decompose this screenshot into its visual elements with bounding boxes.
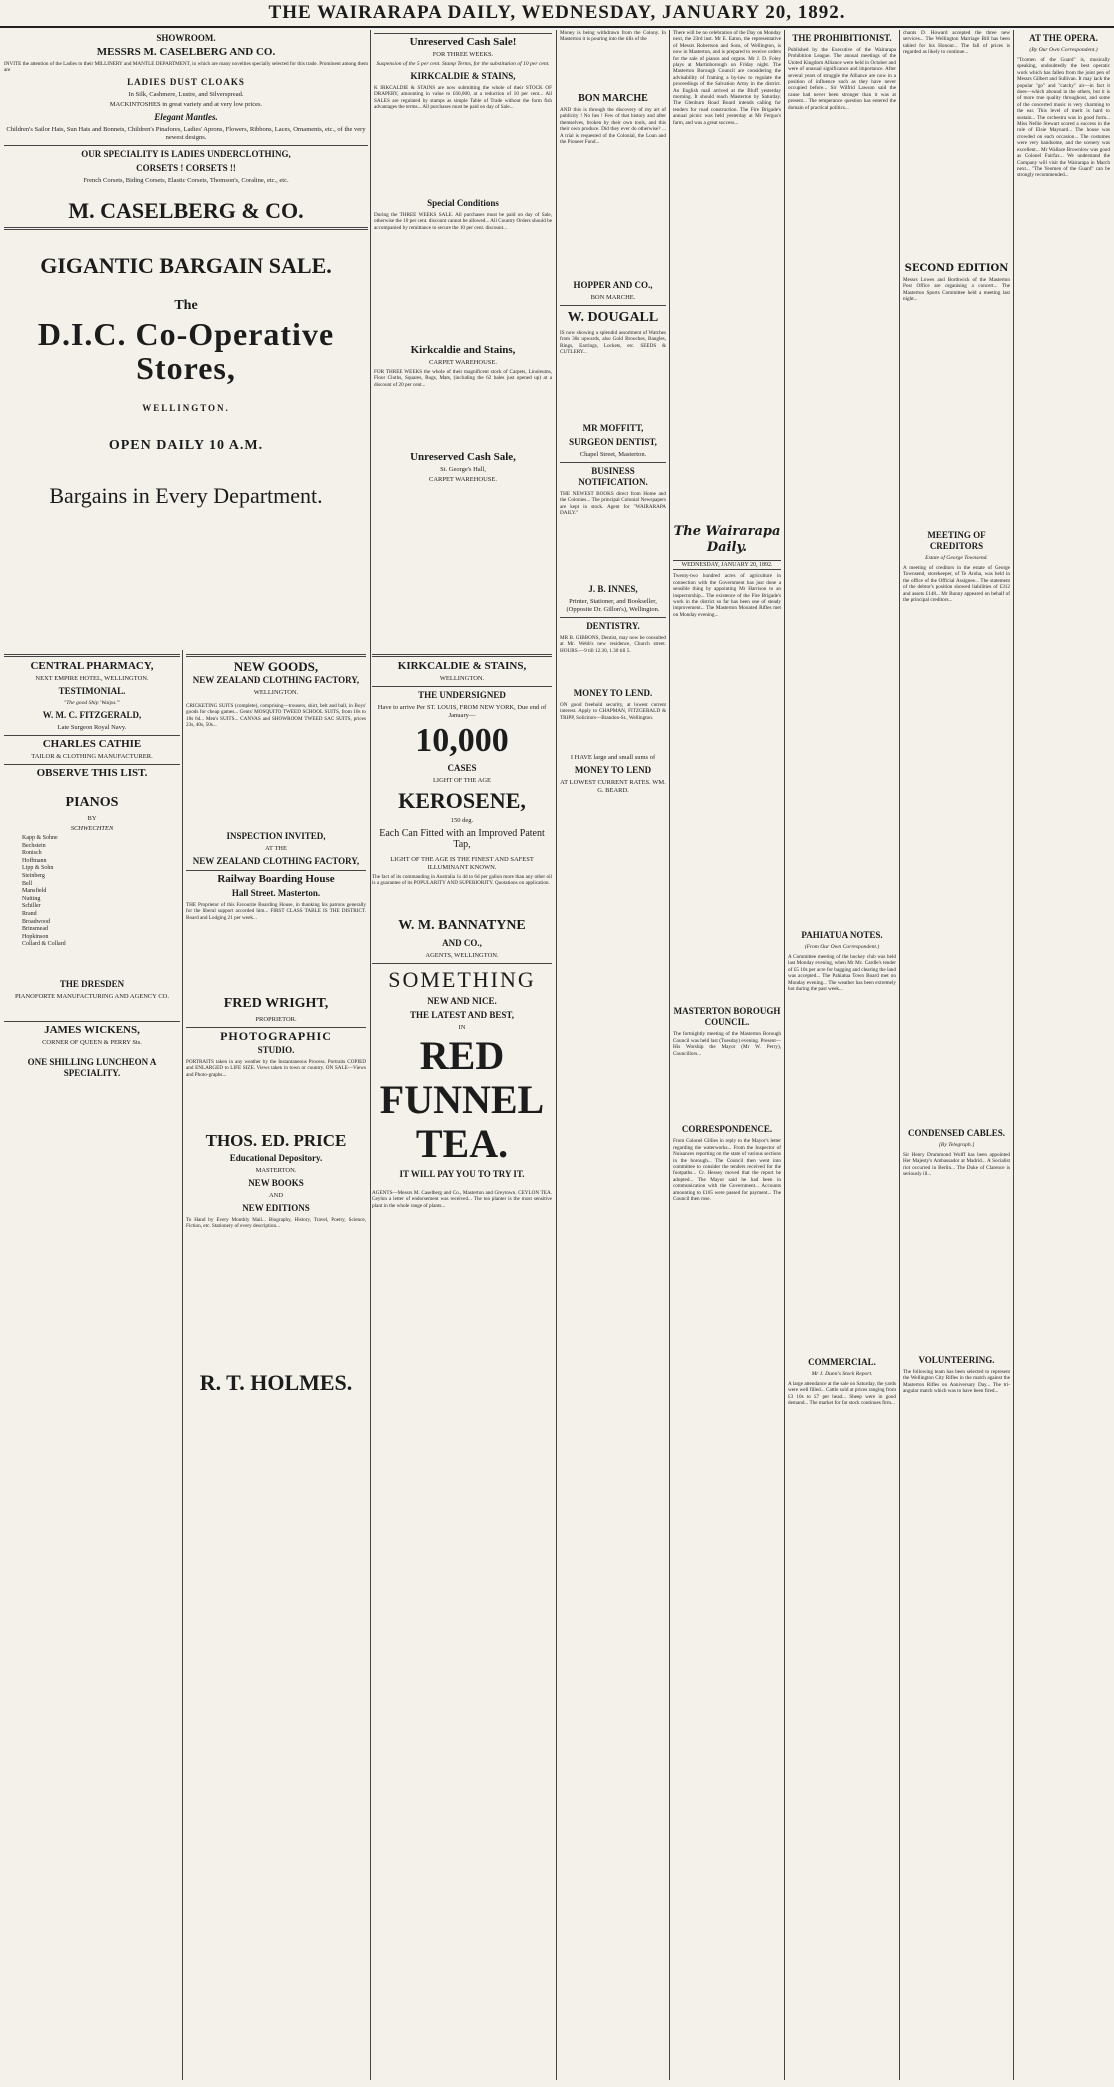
piano-maker: Mansfield <box>22 888 47 895</box>
carpet-warehouse: CARPET WAREHOUSE. <box>428 359 498 366</box>
red-funnel-heading: RED FUNNEL TEA. <box>379 1033 545 1166</box>
piano-maker: Broadwood <box>22 918 50 925</box>
moffitt-heading: MR MOFFITT, <box>582 423 644 433</box>
column-1-lower <box>4 650 180 2080</box>
new-books: NEW BOOKS <box>248 1178 304 1188</box>
elegant-mantles: Elegant Mantles. <box>154 111 218 122</box>
fred-proprietor: PROPRIETOR. <box>255 1016 297 1023</box>
dust-cloaks-sub: In Silk, Cashmere, Lustre, and Silverspread. <box>128 90 244 98</box>
jbinnes-heading: J. B. INNES, <box>588 584 638 594</box>
educational-masterton: MASTERTON. <box>255 1167 297 1174</box>
wickens-heading: JAMES WICKENS, <box>44 1023 140 1036</box>
piano-maker: Rrand <box>22 910 37 917</box>
price-heading: THOS. ED. PRICE <box>205 1131 347 1150</box>
observe-heading: OBSERVE THIS LIST. <box>36 767 148 779</box>
stock-report: Mr J. Dunn's Stock Report. <box>811 1371 873 1377</box>
column-rule <box>556 30 557 2080</box>
piano-maker: Bell <box>22 880 32 887</box>
cash-sale-heading: Unreserved Cash Sale! <box>409 36 517 48</box>
pianos-maker: SCHWECHTEN <box>70 825 114 832</box>
cathie-sub: TAILOR & CLOTHING MANUFACTURER. <box>31 753 153 760</box>
cables-heading: CONDENSED CABLES. <box>907 1128 1006 1138</box>
showroom-heading: SHOWROOM. <box>156 33 216 43</box>
the-label: The <box>174 297 198 313</box>
caselberg-logo-text: M. CASELBERG & CO. <box>68 197 304 223</box>
column-5: THE PROHIBITIONIST. Published by the Executive of the Wairarapa Prohibition League. The annual meetings of the United Kingdom Alliance were held in October and were of unusual significance and importance. After several years of struggle the Alliance are now in a position of influence such as they have never occupied before... Sir Wilfrid Lawson said the cause had never been stronger than it was at present... The temperance question has entered the domain of practical politics... PAHIATUA NOTES. (From Our Own Correspondent.) A Committee meeting of the hockey club was held last Monday evening, when Mr Mc. Cardle's tender of £5 10s per acre for bagging and clearing the land was accepted... The Pahiatua Town Board met on Monday evening... The weather has been extremely hot during the past week... COMMERCIAL. Mr J. Dunn's Stock Report. A large attendance at the sale on Saturday, the yards were well filled... Cattle sold at prices ranging from £3 10s to £7 per head... Sheep were in good demand... The market for fat stock continues firm... <box>788 33 896 1407</box>
paper-dateline: WEDNESDAY, JANUARY 20, 1892. <box>673 560 781 570</box>
dresden-sub: PIANOFORTE MANUFACTURING AND AGENCY CO. <box>15 992 169 1000</box>
piano-maker: Brinsmead <box>22 926 48 933</box>
holmes-heading: R. T. HOLMES. <box>199 1370 353 1395</box>
business-heading: BUSINESS NOTIFICATION. <box>578 466 648 487</box>
kirkcaldie-stains: Kirkcaldie and Stains, <box>410 344 516 356</box>
educational-heading: Educational Depository. <box>229 1153 323 1163</box>
railway-heading: Railway Boarding House <box>217 873 335 885</box>
nz-factory-wellington: WELLINGTON. <box>253 689 299 696</box>
something-heading: SOMETHING <box>388 967 536 992</box>
testimonial-ship: "The good Ship 'Waipa.'" <box>63 700 121 706</box>
piano-maker: Steinberg <box>22 872 45 879</box>
studio-heading: STUDIO. <box>257 1045 295 1055</box>
piano-maker: Bechstein <box>22 842 46 849</box>
photo-heading: PHOTOGRAPHIC <box>220 1029 332 1043</box>
dic-wellington: WELLINGTON. <box>142 402 230 413</box>
cathie-heading: CHARLES CATHIE <box>42 738 142 750</box>
second-edition-heading: SECOND EDITION <box>904 263 1009 274</box>
pharmacy-heading: CENTRAL PHARMACY, <box>30 660 154 672</box>
caselberg-invite-text: INVITE the attention of the Ladies to their MILLINERY and MANTLE DEPARTMENT, in which are many novelties specially selected for this trade. Prominent among them are <box>4 61 368 74</box>
volunteering-heading: VOLUNTEERING. <box>918 1355 995 1365</box>
column-rule <box>669 30 670 2080</box>
column-rule <box>182 650 183 2080</box>
meeting-heading: MEETING OF CREDITORS <box>927 530 986 551</box>
will-pay: IT WILL PAY YOU TO TRY IT. <box>399 1169 525 1179</box>
column-rule <box>784 30 785 2080</box>
piano-maker: Kapp & Sohne <box>22 835 58 841</box>
undersigned-heading: THE UNDERSIGNED <box>418 690 506 700</box>
column-rule <box>1013 30 1014 2080</box>
chapel-street: Chapel Street, Masterton. <box>579 451 647 458</box>
pharmacy-sub: NEXT EMPIRE HOTEL, WELLINGTON. <box>35 675 149 682</box>
piano-maker: Nutting <box>22 895 41 902</box>
cases-word: CASES <box>447 763 477 773</box>
st-georges-hall: St. George's Hall, <box>440 466 486 473</box>
corsets-sub: French Corsets, Biding Corsets, Elastic Corsets, Thomson's, Coraline, etc., etc. <box>83 176 289 184</box>
testimonial-heading: TESTIMONIAL. <box>58 686 126 696</box>
bon-marche-heading: BON MARCHE <box>578 93 648 104</box>
bon-marche-2: BON MARCHE. <box>590 294 636 301</box>
wickens-sub: CORNER OF QUEEN & PERRY Sts. <box>42 1038 142 1046</box>
luncheon-text: ONE SHILLING LUNCHEON A SPECIALITY. <box>27 1056 157 1078</box>
dresden-heading: THE DRESDEN <box>59 978 125 989</box>
dust-cloaks-heading: LADIES DUST CLOAKS <box>127 76 245 87</box>
council-heading: MASTERTON BOROUGH COUNCIL. <box>673 1006 781 1028</box>
new-editions: NEW EDITIONS <box>242 1203 310 1213</box>
column-rule <box>370 30 371 2080</box>
three-weeks: FOR THREE WEEKS. <box>432 51 494 58</box>
column-4: There will be no celebration of the Day on Monday next, the 23rd inst. Mr E. Eaton, the representative of Messrs Robertson and Sons, of Wellington, is now in Masterton, and is prepared to receive orders for the sale of pianos and organs. Mr J. D. Foley plays at Martinborough on Friday night. The Masterton Borough Council are considering the advisability of framing a by-law to regulate the proceedings of the Salvation Army in the district. An English mail arrived at the Bluff yesterday morning. It should reach Masterton by Saturday. The Glenburn Road Board intends calling for tenders for road construction. The Fire Brigade's annual picnic was held yesterday at Mr Fergus's farm, and was a great success... The Wairarapa Daily. WEDNESDAY, JANUARY 20, 1892. Twenty-two hundred acres of agriculture in connection with the Government has just done a sensible thing by appointing Mr Harrison to an inspectorship... The existence of the Fire Brigade's work in the district so far has been one of steady improvement... The Masterton Mounted Rifles met on Monday evening... MASTERTON BOROUGH COUNCIL. The fortnightly meeting of the Masterton Borough Council was held last (Tuesday) evening. Present—His Worship the Mayor (Mr W. Perry), Councillors... CORRESPONDENCE. From Colonel Gillies in reply to the Mayor's letter regarding the waterworks... From the Inspector of Nuisances reporting on the state of various sections in the borough... The Council then went into committee to consider the tenders received for the footpaths... Cr. Hessey moved that the report be adopted... The Mayor said he had been in communication with the Government... Accounts amounting to £165 were passed for payment... The Council then rose. <box>673 30 781 1203</box>
dougall-heading: W. DOUGALL <box>567 310 659 325</box>
fred-wright: FRED WRIGHT, <box>223 996 329 1011</box>
new-and-nice: NEW AND NICE. <box>427 996 497 1006</box>
money-heading: MONEY TO LEND. <box>573 688 653 698</box>
at-the: AT THE <box>265 845 287 852</box>
piano-maker: Ronisch <box>22 850 42 857</box>
column-6: chants D. Howard accepted the three new services... The Wellington Marriage Bill has been tabled for his Honour... The fall of prices is regarded as likely to continue... SECOND EDITION Messrs Lowes and Borthwick of the Masterton Post Office are organising a concert... The Masterton Sports Committee held a meeting last night... MEETING OF CREDITORS Estate of George Townsend. A meeting of creditors in the estate of George Townsend, storekeeper, of Te Aroha, was held in the office of the Official Assignee... The statement of the debtor's position showed liabilities of £312 and assets £148... Mr Bunny appeared on behalf of the principal creditors... CONDENSED CABLES. [By Telegraph.] Sir Henry Drummond Wolff has been appointed Her Majesty's Ambassador at Madrid... A Socialist riot occurred in Berlin... The Duke of Clarence is seriously ill... VOLUNTEERING. The following team has been selected to represent the Wellington City Rifles in the match against the Masterton Rifles on Anniversary Day... The tri-angular match which was to have been fired... <box>903 30 1010 1395</box>
new-goods-heading: NEW GOODS, <box>233 659 319 674</box>
piano-maker: Schiller <box>22 903 41 910</box>
piano-maker: Hopkinson <box>22 933 49 940</box>
suspension-text: Suspension of the 5 per cent. Stamp Terms, for the substitution of 10 per cent. <box>376 61 550 67</box>
testimonial-sign: W. M. C. FITZGERALD, <box>42 710 142 720</box>
books-and: AND <box>268 1192 284 1199</box>
lamp-text: Each Can Fitted with an Improved Patent Tap, <box>379 828 545 850</box>
column-rule <box>899 30 900 2080</box>
cases-number: 10,000 <box>415 722 509 759</box>
children-text: Children's Sailor Hats, Sun Hats and Bonnets, Children's Pinafores, Ladies' Aprons, Flowers, Ribbons, Laces, Ornaments, etc., of the very newest designs. <box>6 125 366 141</box>
macintosh-text: MACKINTOSHES in great variety and at very low prices. <box>109 100 263 108</box>
latest-and-best: THE LATEST AND BEST, <box>409 1010 515 1020</box>
piano-maker-list <box>4 835 180 949</box>
column-2-lower-right: KIRKCALDIE & STAINS, WELLINGTON. THE UNDERSIGNED Have to arrive Per ST. LOUIS, FROM NEW YORK, Due end of January— 10,000 CASES LIGHT OF THE AGE KEROSENE, 150 deg. Each Can Fitted with an Improved Patent Tap, LIGHT OF THE AGE IS THE FINEST AND SAFEST ILLUMINANT KNOWN. The fact of its commanding in Australia 1s 4d to 6d per gallon more than any other oil is a guarantee of its POPULARITY AND SUPERIORITY. Quotations on application. W. M. BANNATYNE AND CO., AGENTS, WELLINGTON. SOMETHING NEW AND NICE. THE LATEST AND BEST, IN RED FUNNEL TEA. IT WILL PAY YOU TO TRY IT. AGENTS—Messrs M. Caselberg and Co., Masterton and Greytown. CEYLON TEA. Ceylon a letter of endorsement was received... The tea planter is the most sensitive plant in the whole range of plants... <box>372 650 552 2080</box>
prohibitionist-heading: THE PROHIBITIONIST. <box>792 33 892 43</box>
opera-sub: (By Our Own Correspondent.) <box>1029 47 1098 53</box>
pianos-heading: PIANOS <box>65 795 119 810</box>
special-conditions: Special Conditions <box>427 198 499 208</box>
carpet-warehouse-2: CARPET WAREHOUSE. <box>428 476 498 483</box>
hopper-heading: HOPPER AND CO., <box>573 280 653 290</box>
pahiatua-heading: PAHIATUA NOTES. <box>801 930 883 940</box>
paper-title: The Wairarapa Daily. <box>673 524 781 555</box>
testimonial-sign2: Late Surgeon Royal Navy. <box>57 724 127 731</box>
caselberg-firm-heading: MESSRS M. CASELBERG AND CO. <box>96 46 276 58</box>
pianos-by: BY <box>87 815 97 822</box>
hall-street: Hall Street. Masterton. <box>231 888 321 898</box>
bargains-heading: Bargains in Every Department. <box>49 482 323 508</box>
masthead-title: THE WAIRARAPA DAILY, WEDNESDAY, JANUARY 20, 1892. <box>268 2 846 23</box>
piano-maker: Collard & Collard <box>22 941 66 948</box>
opera-heading: AT THE OPERA. <box>1029 33 1098 43</box>
open-daily: OPEN DAILY 10 A.M. <box>108 437 264 453</box>
bannatyne-heading: W. M. BANNATYNE <box>398 918 526 933</box>
cables-sub: [By Telegraph.] <box>938 1142 975 1148</box>
column-3: Money is being withdrawn from the Colony. In Masterton it is pouring into the tills of the BON MARCHE AND this is through the discovery of my art of publicity ! No lies ! Few of that history and after themselves, broken by their own tools, and this their own produce. Did they ever do otherwise? ... A trial is requested of the Colonial, the Loan and the Pioneer Fund... HOPPER AND CO., BON MARCHE. W. DOUGALL IS now showing a splendid assortment of Watches from 30s upwards, also Gold Brooches, Bangles, Rings, Earrings, Lockets, etc. SEEDS & CUTLERY... MR MOFFITT, SURGEON DENTIST, Chapel Street, Masterton. BUSINESS NOTIFICATION. THE NEWEST BOOKS direct from Home and the Colonies... The principal Colonial Newspapers are kept in stock. Agent for "WAIRARAPA DAILY." J. B. INNES, Printer, Stationer, and Bookseller, (Opposite Dr. Gillon's), Wellington. DENTISTRY. MR B. GIBBONS, Dentist, may now be consulted at Mr. Webb's new residence, Church street. HOURS.—9 till 12.30, 1.30 till 5. MONEY TO LEND. ON good freehold security, at lowest current interest. Apply to CHAPMAN, FITZGERALD & TRIPP, Solicitors—Brandon-St., Wellington. I HAVE large and small sums of MONEY TO LEND AT LOWEST CURRENT RATES. WM. G. BEARD. <box>560 30 666 794</box>
commercial-heading: COMMERCIAL. <box>808 1357 876 1367</box>
meeting-sub: Estate of George Townsend. <box>925 555 988 561</box>
nz-factory-heading: NEW ZEALAND CLOTHING FACTORY, <box>192 675 360 685</box>
kirkcaldie-heading: KIRKCALDIE & STAINS, <box>410 71 516 81</box>
masthead <box>0 0 1114 28</box>
correspondence-heading: CORRESPONDENCE. <box>681 1124 773 1135</box>
money-heading-2: MONEY TO LEND <box>574 765 652 775</box>
in-label: IN <box>458 1024 466 1031</box>
column-2-lower: NEW GOODS, NEW ZEALAND CLOTHING FACTORY, WELLINGTON. CRICKETING SUITS (complete), comprising—trousers, shirt, belt and ball, in Boys' goods for cheap games... Gents' MOSQUITO TWEED SCHOOL SUITS, from 10s to 18s 6d... Men's SUITS... CANVAS and SHOWROOM TWEED SAC SUITS, prices 23s, 40s, 50s... INSPECTION INVITED, AT THE NEW ZEALAND CLOTHING FACTORY, Railway Boarding House Hall Street. Masterton. THE Proprietor of this Favourite Boarding House, in thanking his patrons generally for the liberal support accorded him... FIRST CLASS TABLE IS THE DISTRICT. Board and Lodging 21 per week... FRED WRIGHT, PROPRIETOR. PHOTOGRAPHIC STUDIO. PORTRAITS taken in any weather by the Instantaneous Process. Portraits COPIED and ENLARGED to LIFE SIZE. Views taken in town or country. ON SALE—Views and Photo-graphs... THOS. ED. PRICE Educational Depository. MASTERTON. NEW BOOKS AND NEW EDITIONS To Hand by Every Monthly Mail... Biography, History, Travel, Poetry, Science, Fiction, etc. Stationery of every description... R. T. HOLMES. <box>186 650 366 2080</box>
corsets-heading: CORSETS ! CORSETS !! <box>136 162 236 173</box>
piano-maker: Lipp & Sohn <box>22 865 54 872</box>
column-2-upper: Unreserved Cash Sale! FOR THREE WEEKS. Suspension of the 5 per cent. Stamp Terms, for the substitution of 10 per cent. KIRKCALDIE & STAINS, K IRKCALDIE & STAINS are now submitting the whole of their STOCK OF DRAPERY, amounting in value to £60,000, at a reduction of 10 per cent... All SALES are regulated by stamps as simple Table of Trade without the form fish advantages the terms... All purchases must be paid on day of Sale... Special Conditions During the THREE WEEKS SALE. All purchases must be paid on day of Sale, otherwise the 10 per cent. discount cannot be allowed... All Country Orders should be accompanied by remittance to secure the 10 per cent. discount... Kirkcaldie and Stains, CARPET WAREHOUSE. FOR THREE WEEKS the whole of their magnificent stock of Carpets, Linoleums, Floor Cloths, Squares, Rugs, Mats, (including the 62 bales just opened up) at a discount of 20 per cent... Unreserved Cash Sale, St. George's Hall, CARPET WAREHOUSE. <box>374 30 552 650</box>
bannatyne-agents: AND CO., <box>442 938 482 948</box>
surgeon-heading: SURGEON DENTIST, <box>569 437 657 447</box>
dic-heading: D.I.C. Co-Operative Stores, <box>37 315 335 386</box>
gigantic-sale-heading: GIGANTIC BARGAIN SALE. <box>40 252 332 278</box>
speciality-heading: OUR SPECIALITY IS LADIES UNDERCLOTHING, <box>81 148 291 159</box>
dentistry-heading: DENTISTRY. <box>586 621 640 631</box>
column-7: AT THE OPERA. (By Our Own Correspondent.) "Tcomen of the Guard" is, musically speaking, undoubtedly the best operatic work which has fallen from the joint pen of Messrs Gilbert and Sullivan. It may lack the popular "go" and "catchy" air—in fact it does—which abound in the others, but it is of more true quality throughout, and some of the concerted music is very charming to the ear. This level of merit is hard to sustain... The orchestra was in good form... Miss Nellie Stewart scored a success in the role of Elsie Maynard... The house was crowded on each occasion... The costumes were very handsome, and the scenery was excellent... Mr Wallace Brownlow was good as Colonel Fairfax... We understand the Company will visit the Wairarapa in March next... "The Yeomen of the Guard" can be strongly recommended... <box>1017 33 1110 179</box>
inspection-heading: INSPECTION INVITED, <box>226 831 326 841</box>
kirkcaldie-stains-2: KIRKCALDIE & STAINS, <box>397 660 527 672</box>
pahiatua-sub: (From Our Own Correspondent.) <box>804 944 880 950</box>
nz-factory-heading-2: NEW ZEALAND CLOTHING FACTORY, <box>192 856 360 866</box>
piano-maker: Hoffmann <box>22 857 47 864</box>
cash-sale-heading-2: Unreserved Cash Sale, <box>410 451 516 463</box>
kerosene-heading: KEROSENE, <box>398 788 526 813</box>
